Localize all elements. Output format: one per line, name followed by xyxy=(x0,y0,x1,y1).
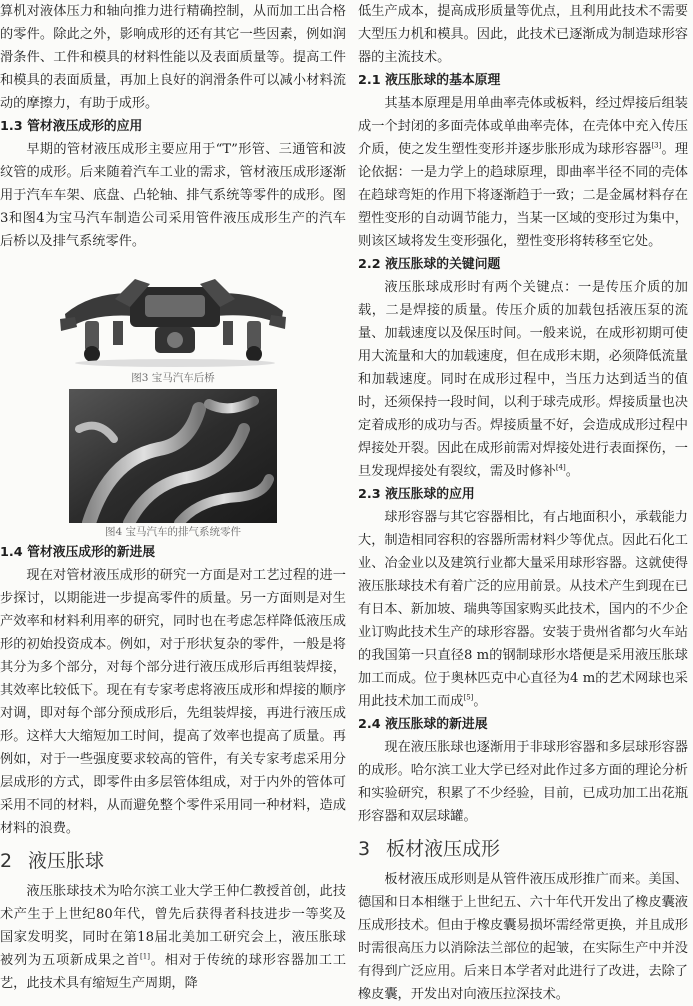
section-2-2-heading: 2.2 液压胀球的关键问题 xyxy=(358,257,501,272)
section-2-2-body xyxy=(358,276,688,483)
reference-1: [1] xyxy=(140,952,150,961)
figure-3-caption: 图3 宝马汽车后桥 xyxy=(131,372,215,384)
section-2-2-body-text-end: 。 xyxy=(565,464,579,479)
section-2-3-heading: 2.3 液压胀球的应用 xyxy=(358,487,475,502)
section-2-1-body-text-end: 。理论依据：一是力学上的趋球原理，即曲率半径不同的壳体在趋球弯矩的作用下将逐渐趋于一致；二是金属材料存在塑性变形的自动调节能力，当某一区域的变形过为集中，则该区域将发生变形强化，塑性变形将转移至它处。 xyxy=(358,142,689,249)
section-1-3-heading: 1.3 管材液压成形的应用 xyxy=(0,119,143,134)
reference-4: [4] xyxy=(555,463,566,472)
section-1-4-heading: 1.4 管材液压成形的新进展 xyxy=(0,545,156,560)
section-2-body-text: 液压胀球技术为哈尔滨工业大学王仲仁教授首创，此技术产生于上世纪80年代，曾先后获得者科技进步一等奖及国家发明奖，同时在第18届北美加工研究会上，液压胀球被列为五项新成果之首 xyxy=(0,884,346,968)
section-3-number: 3 xyxy=(358,838,371,860)
section-2-title: 液压胀球 xyxy=(28,850,105,872)
section-3-heading xyxy=(358,832,688,866)
figure-4 xyxy=(0,389,346,539)
right-column xyxy=(358,0,688,1006)
section-2-heading xyxy=(0,844,346,878)
section-3-title: 板材液压成形 xyxy=(386,838,501,860)
section-2-3-body-text-end: 。 xyxy=(473,694,487,709)
section-2-3-body-text: 球形容器与其它容器相比，有占地面积小，承载能力大，制造相同容积的容器所需材料少等优点。因此石化工业、冶金业以及建筑行业都大量采用球形容器。这就使得液压胀球技术有着广泛的应用前景。从技术产生到现在已有日本、新加坡、瑞典等国家购买此技术，国内的不少企业订购此技术生产的球形容器。安装于贵州省都匀火车站的我国第一只直径8 m的钢制球形水塔便是采用液压胀球加工而成。位于奥林匹克中心直径为4 m的艺术网球也采用此技术加工而成 xyxy=(358,510,688,709)
reference-5: [5] xyxy=(463,693,474,702)
section-2-4-body: 现在液压胀球也逐渐用于非球形容器和多层球形容器的成形。哈尔滨工业大学已经对此作过多方面的理论分析和实验研究，积累了不少经验，目前，已成功加工出花瓶形容器和双层球罐。 xyxy=(358,740,688,824)
figure-3 xyxy=(0,259,346,385)
section-2-number: 2 xyxy=(0,850,13,872)
section-2-1-body xyxy=(358,92,688,253)
figure-4-caption: 图4 宝马汽车的排气系统零件 xyxy=(104,526,242,538)
exhaust-parts-photo xyxy=(69,389,277,523)
section-2-3-body xyxy=(358,506,688,713)
section-2-4-heading: 2.4 液压胀球的新进展 xyxy=(358,717,488,732)
section-2-2-body-text: 液压胀球成形时有两个关键点：一是传压介质的加载，二是焊接的质量。传压介质的加载包括液压泵的流量、加载速度以及保压时间。一般来说，在成形初期可使用大流量和大的加载速度，但在成形末期，必须降低流量和加载速度。同时在成形过程中，当压力达到适当的值时，还须保持一段时间，以利于球壳成形。焊接质量也决定着成形的成功与否。焊接质量不好，会造成成形过程中焊接处开裂。因此在成形前需对焊接处进行表面探伤，一旦发现焊接处有裂纹，需及时修补 xyxy=(358,280,688,479)
left-column xyxy=(0,0,346,995)
section-2-body xyxy=(0,880,346,995)
section-1-3-body: 早期的管材液压成形主要应用于“T”形管、三通管和波纹管的成形。后来随着汽车工业的需求，管材液压成形逐渐用于汽车车架、底盘、凸轮轴、排气系统等零件的成形。图3和图4为宝马汽车制造公司采用管件液压成形生产的汽车后桥以及排气系统零件。 xyxy=(0,142,346,249)
section-1-4-body: 现在对管材液压成形的研究一方面是对工艺过程的进一步探讨，以期能进一步提高零件的质量。另一方面则是对生产效率和材料利用率的研究，同时也在考虑怎样降低液压成形的初始投资成本。例如，对于形状复杂的零件，一般是将其分为多个部分，对每个部分进行液压成形后再组装焊接，其效率比较低下。现在有专家考虑将液压成形和焊接的顺序对调，即对每个部分预成形后，先组装焊接，再进行液压成形。这样大大缩短加工时间，提高了效率也提高了质量。再例如，对于一些强度要求较高的管件，有关专家考虑采用分层成形的方式，即零件由多层管体组成，对于内外的管体可采用不同的材料，从而避免整个零件采用同一种材料，造成材料的浪费。 xyxy=(0,568,346,836)
section-2-1-body-text: 其基本原理是用单曲率壳体或板料，经过焊接后组装成一个封闭的多面壳体或单曲率壳体，在壳体中充入传压介质，使之发生塑性变形并逐步胀形成为球形容器 xyxy=(358,96,688,157)
section-2-body-text-end: 。相对于传统的球形容器加工工艺，此技术具有缩短生产周期，降 xyxy=(0,953,347,991)
section-3-body: 板材液压成形则是从管件液压成形推广而来。美国、德国和日本相继于上世纪五、六十年代开发出了橡皮囊液压成形技术。但由于橡皮囊易损坏需经常更换，并且成形时需很高压力以消除法兰部位的起皱，在实际生产中并没有得到广泛应用。后来日本学者对此进行了改进，去除了橡皮囊，开发出对向液压拉深技术。 xyxy=(358,872,688,1002)
intro-paragraph: 算机对液体压力和轴向推力进行精确控制，从而加工出合格的零件。除此之外，影响成形的还有其它一些因素，例如润滑条件、工件和模具的材料性能以及表面质量等。提高工件和模具的表面质量，再加上良好的润滑条件可以减小材料流动的摩擦力，有助于成形。 xyxy=(0,4,346,111)
section-2-1-heading: 2.1 液压胀球的基本原理 xyxy=(358,73,501,88)
continued-paragraph: 低生产成本，提高成形质量等优点，且利用此技术不需要大型压力机和模具。因此，此技术已逐渐成为制造球形容器的主流技术。 xyxy=(358,4,688,65)
rear-axle-photo xyxy=(55,259,291,369)
reference-3: [3] xyxy=(651,141,662,150)
